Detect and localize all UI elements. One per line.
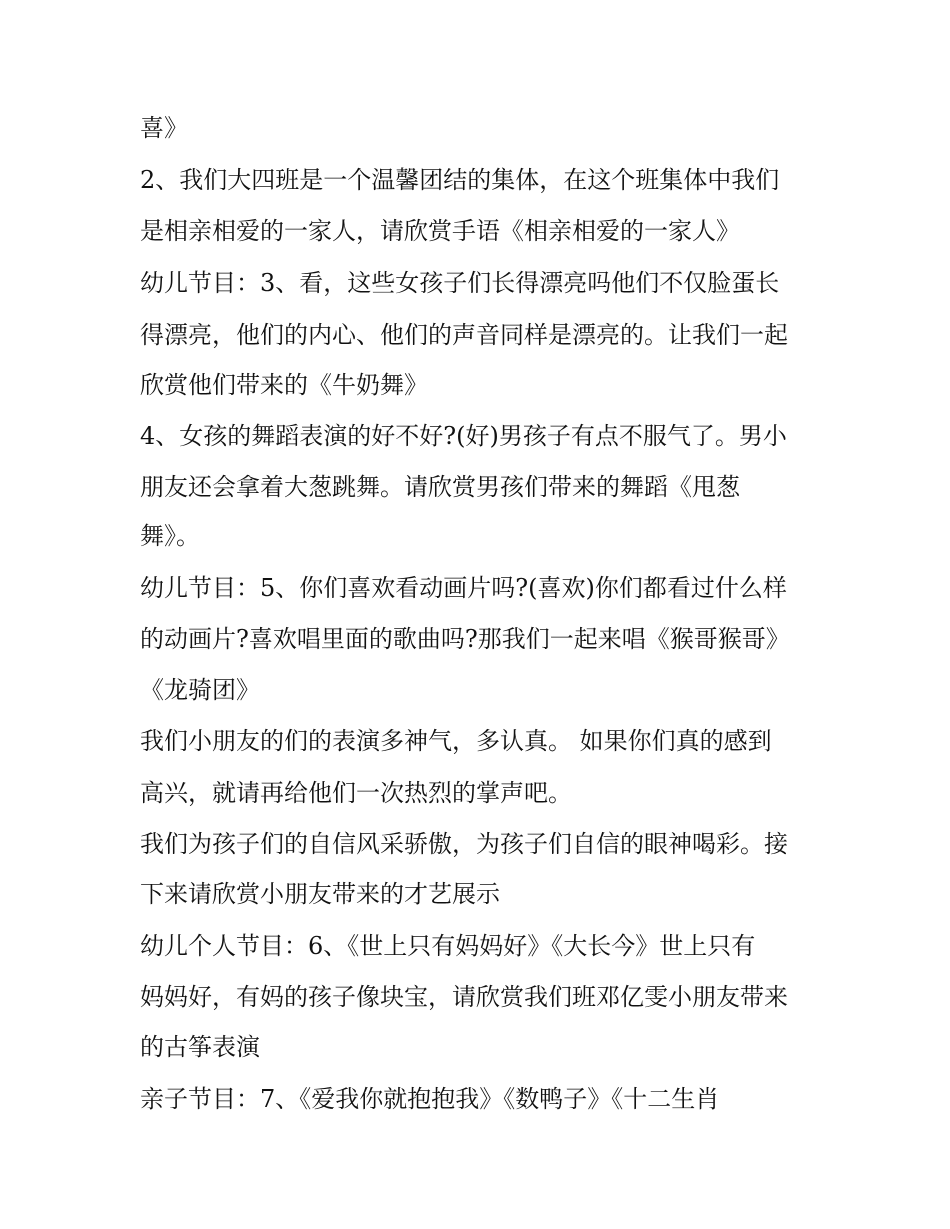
- text-line: 2、我们大四班是一个温馨团结的集体，在这个班集体中我们: [140, 166, 780, 194]
- text-line: 4、女孩的舞蹈表演的好不好?(好)男孩子有点不服气了。男小: [140, 422, 787, 450]
- text-line: 欣赏他们带来的《牛奶舞》: [140, 371, 428, 399]
- text-line: 下来请欣赏小朋友带来的才艺展示: [140, 880, 500, 908]
- text-line: 得漂亮，他们的内心、他们的声音同样是漂亮的。让我们一起: [140, 321, 788, 349]
- text-line: 舞》。: [140, 522, 200, 550]
- text-line: 的动画片?喜欢唱里面的歌曲吗?那我们一起来唱《猴哥猴哥》: [140, 625, 790, 653]
- text-line: 幼儿个人节目：6、《世上只有妈妈好》《大长今》世上只有: [140, 932, 756, 960]
- text-line: 是相亲相爱的一家人，请欣赏手语《相亲相爱的一家人》: [140, 217, 740, 245]
- text-line: 《龙骑团》: [140, 676, 260, 704]
- text-line: 的古筝表演: [140, 1033, 260, 1061]
- text-line: 幼儿节目：5、你们喜欢看动画片吗?(喜欢)你们都看过什么样: [140, 574, 787, 602]
- text-line: 亲子节目：7、《爱我你就抱抱我》《数鸭子》《十二生肖: [140, 1085, 720, 1113]
- text-line: 妈妈好，有妈的孩子像块宝，请欣赏我们班邓亿雯小朋友带来: [140, 983, 788, 1011]
- text-line: 我们小朋友的们的表演多神气，多认真。 如果你们真的感到: [140, 727, 772, 755]
- text-line: 喜》: [140, 114, 188, 142]
- text-line: 幼儿节目：3、看，这些女孩子们长得漂亮吗他们不仅脸蛋长: [140, 269, 780, 297]
- text-line: 朋友还会拿着大葱跳舞。请欣赏男孩们带来的舞蹈《甩葱: [140, 473, 740, 501]
- text-line: 我们为孩子们的自信风采骄傲，为孩子们自信的眼神喝彩。接: [140, 830, 788, 858]
- text-line: 高兴，就请再给他们一次热烈的掌声吧。: [140, 779, 572, 807]
